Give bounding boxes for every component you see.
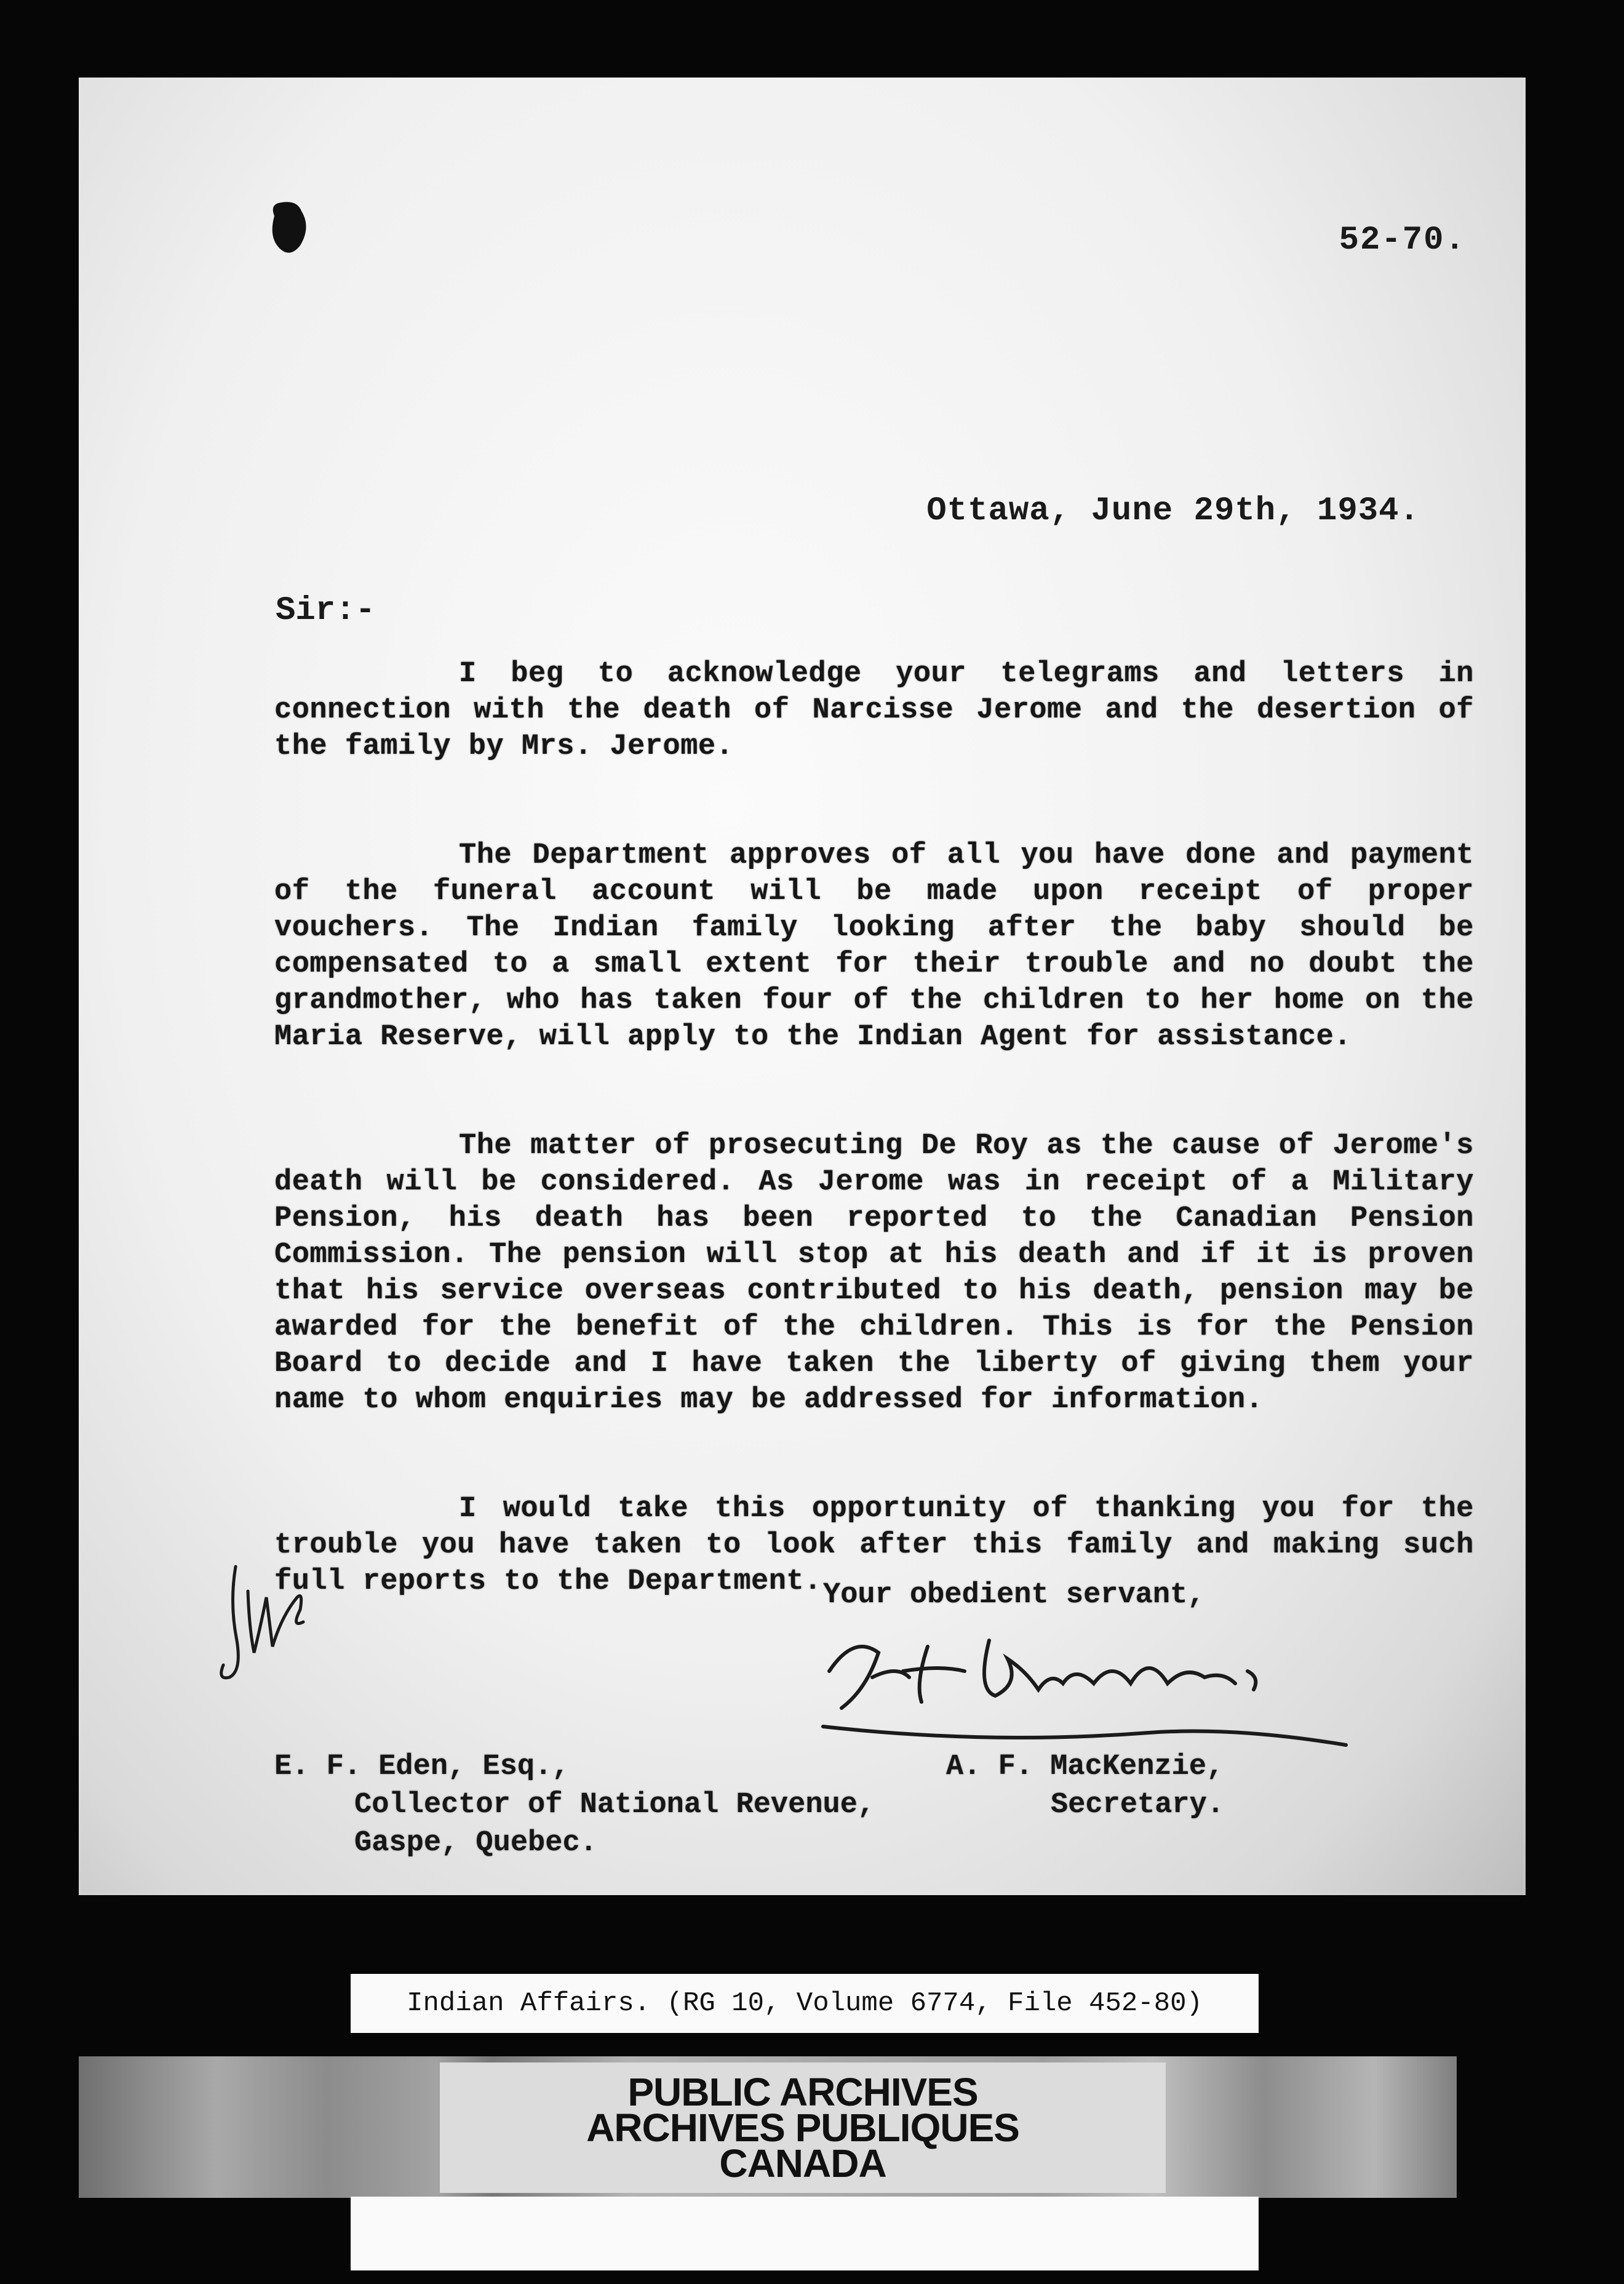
recipient-address xyxy=(274,1748,875,1863)
letter-page xyxy=(79,78,1526,1895)
signer-block xyxy=(872,1748,1309,1824)
stamp-line-1: PUBLIC ARCHIVES xyxy=(627,2070,978,2114)
stamp-line-2: ARCHIVES PUBLIQUES xyxy=(586,2106,1019,2150)
paragraph-4: I would take this opportunity of thanking you for the trouble you have taken to look after this family and making such full reports to the Department. xyxy=(274,1493,1474,1598)
handwritten-signature xyxy=(805,1616,1358,1763)
paragraph-2: The Department approves of all you have done and payment of the funeral account will be made upon receipt of proper vouchers. The Indian family looking after the baby should be compensated to a small extent for their trouble and no doubt the grandmother, who has taken four of the children to her home on the Maria Reserve, will apply to the Indian Agent for assistance. xyxy=(274,839,1474,1053)
paragraph-3: The matter of prosecuting De Roy as the cause of Jerome's death will be considered. As Jerome was in receipt of a Military Pension, his death has been reported to the Canadian Pension Commission. The pension will stop at his death and if it is proven that his service overseas contributed to his death, pension may be awarded for the benefit of the children. This is for the Pension Board to decide and I have taken the liberty of giving them your name to whom enquiries may be addressed for information. xyxy=(274,1130,1474,1416)
letter-body xyxy=(274,656,1474,1600)
signer-name: A. F. MacKenzie, xyxy=(946,1751,1224,1783)
recipient-line-3: Gaspe, Quebec. xyxy=(354,1827,597,1859)
archives-stamp xyxy=(440,2062,1166,2193)
recipient-line-2: Collector of National Revenue, xyxy=(354,1789,875,1821)
archive-caption: Indian Affairs. (RG 10, Volume 6774, File 452-80) xyxy=(351,1974,1259,2033)
paragraph-1: I beg to acknowledge your telegrams and letters in connection with the death of Narcisse Jerome and the desertion of the family by Mrs. Jerome. xyxy=(274,658,1474,763)
blank-label xyxy=(351,2197,1259,2270)
closing: Your obedient servant, xyxy=(823,1579,1205,1611)
salutation: Sir:- xyxy=(276,592,376,629)
handwritten-initials xyxy=(211,1554,322,1690)
signer-title: Secretary. xyxy=(1051,1789,1225,1821)
file-reference: 52-70. xyxy=(1339,222,1466,259)
ink-blot xyxy=(263,198,312,259)
stamp-line-3: CANADA xyxy=(719,2141,886,2186)
date-line: Ottawa, June 29th, 1934. xyxy=(926,492,1420,530)
recipient-line-1: E. F. Eden, Esq., xyxy=(274,1751,570,1783)
